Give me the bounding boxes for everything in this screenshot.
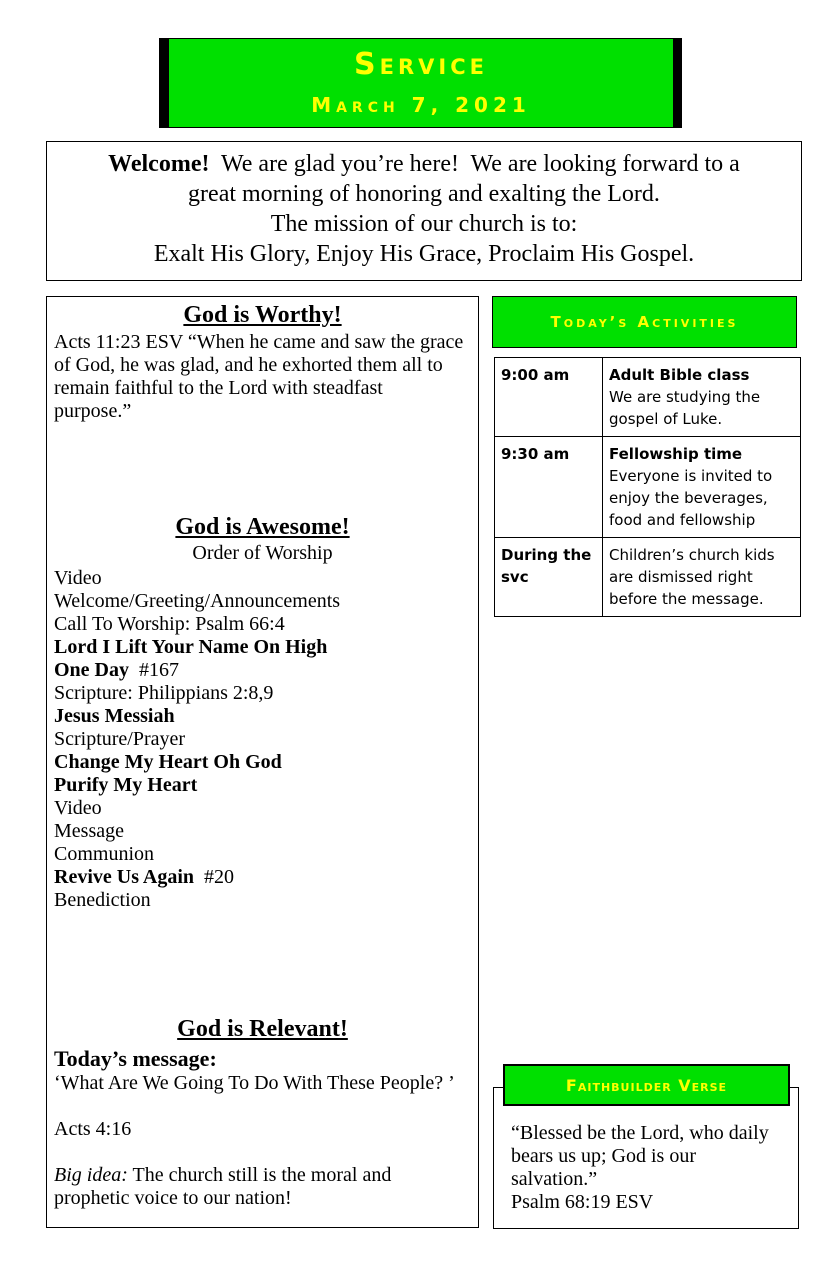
worthy-text: Acts 11:23 ESV “When he came and saw the grace of God, he was glad, and he exhorted them all to remain faithful to the Lord with steadfast purpose.” [54, 331, 464, 422]
welcome-line-3: The mission of our church is to: [270, 211, 578, 237]
worship-item-text: Benediction [54, 889, 151, 911]
worship-item [54, 728, 469, 751]
relevant-title: God is Relevant! [177, 1016, 348, 1042]
message-title: ‘What Are We Going To Do With These People? ’ [54, 1072, 455, 1094]
message-heading: Today’s message: [54, 1046, 217, 1071]
big-idea-text: The church still is the moral and prophetic voice to our nation! [54, 1164, 392, 1209]
worship-item-text: Scripture: Philippians 2:8,9 [54, 682, 274, 704]
activity-title: Fellowship time [609, 445, 743, 463]
worship-item-text: Lord I Lift Your Name On High [54, 636, 328, 658]
faithbuilder-reference: Psalm 68:19 ESV [511, 1191, 654, 1213]
worship-item-number: #167 [129, 659, 179, 681]
worship-item-text: Revive Us Again [54, 866, 194, 888]
worship-item [54, 682, 469, 705]
activity-time: 9:00 am [495, 358, 603, 437]
awesome-title: God is Awesome! [175, 514, 350, 540]
activity-details [603, 358, 801, 437]
worship-item [54, 613, 469, 636]
faithbuilder-heading: Faithbuilder Verse [503, 1064, 790, 1106]
activity-description: Everyone is invited to enjoy the beverages, food and fellowship [609, 467, 773, 529]
welcome-line-1-rest: We are glad you’re here! We are looking forward to a [209, 151, 740, 177]
worship-item [54, 889, 469, 912]
activity-row [495, 437, 801, 538]
worship-item [54, 774, 469, 797]
activity-details [603, 538, 801, 617]
activity-title: Adult Bible class [609, 366, 750, 384]
activities-heading: Today’s Activities [492, 296, 797, 348]
welcome-lead: Welcome! [108, 151, 210, 177]
worship-item-text: Call To Worship: Psalm 66:4 [54, 613, 285, 635]
worship-item [54, 567, 469, 590]
worship-item [54, 659, 469, 682]
worship-item-text: Message [54, 820, 124, 842]
worship-item-text: Scripture/Prayer [54, 728, 186, 750]
activity-time: During the svc [495, 538, 603, 617]
activity-row [495, 358, 801, 437]
worship-item [54, 820, 469, 843]
activities-table [494, 357, 801, 617]
welcome-line-4: Exalt His Glory, Enjoy His Grace, Proclaim His Gospel. [153, 241, 695, 267]
worship-item-text: Purify My Heart [54, 774, 198, 796]
welcome-line-2: great morning of honoring and exalting the Lord. [188, 181, 660, 207]
worship-item-text: One Day [54, 659, 129, 681]
worship-item [54, 705, 469, 728]
service-banner [168, 38, 674, 128]
message-reference: Acts 4:16 [54, 1118, 132, 1140]
worship-item-text: Jesus Messiah [54, 705, 175, 727]
banner-date: March 7, 2021 [311, 93, 531, 117]
worship-item [54, 843, 469, 866]
big-idea [54, 1164, 469, 1210]
activity-details [603, 437, 801, 538]
worship-item-text: Welcome/Greeting/Announcements [54, 590, 341, 612]
worship-item [54, 751, 469, 774]
worship-item [54, 590, 469, 613]
worship-item [54, 636, 469, 659]
banner-title: Service [354, 47, 488, 82]
worship-item-text: Change My Heart Oh God [54, 751, 282, 773]
activity-time: 9:30 am [495, 437, 603, 538]
left-column [46, 296, 479, 1228]
worship-item [54, 797, 469, 820]
activity-description: Children’s church kids are dismissed right before the message. [609, 546, 775, 608]
big-idea-label: Big idea: [54, 1164, 128, 1186]
worship-item [54, 866, 469, 889]
activity-row [495, 538, 801, 617]
worship-item-text: Video [54, 797, 102, 819]
worship-item-number: #20 [194, 866, 234, 888]
order-of-worship-subtitle: Order of Worship [192, 542, 333, 564]
worship-item-text: Video [54, 567, 102, 589]
welcome-box [46, 141, 802, 281]
faithbuilder-verse: “Blessed be the Lord, who daily bears us up; God is our salvation.” [511, 1122, 769, 1190]
activity-description: We are studying the gospel of Luke. [609, 388, 761, 428]
welcome-line-1 [47, 149, 801, 179]
worthy-title: God is Worthy! [183, 302, 342, 328]
order-of-worship-list [54, 567, 469, 912]
worship-item-text: Communion [54, 843, 155, 865]
